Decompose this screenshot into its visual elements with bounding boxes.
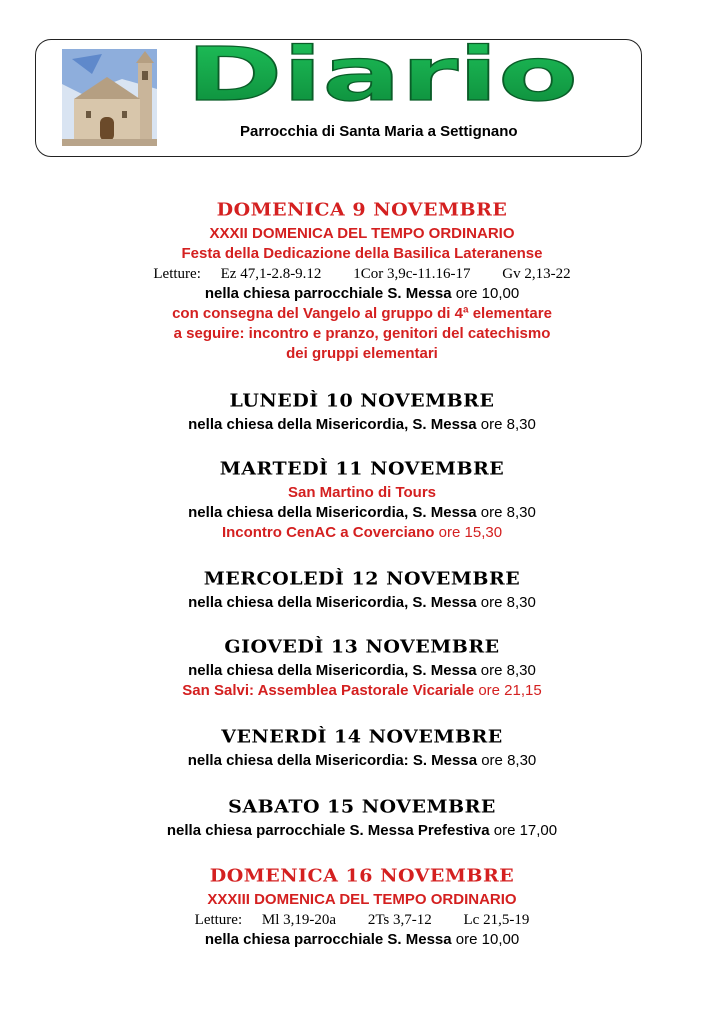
mass-time: ore 10,00: [455, 931, 520, 948]
section-friday-14: [0, 723, 724, 771]
mass-place: nella chiesa della Misericordia, S. Messa: [188, 594, 477, 611]
diario-title: [182, 38, 582, 108]
mass-time: ore 8,30: [480, 662, 536, 679]
mass-place: nella chiesa parrocchiale S. Messa Prefestiva: [166, 822, 490, 839]
mass-line: [0, 821, 724, 841]
mass-line: [0, 503, 724, 523]
section-sunday-16: [0, 862, 724, 950]
mass-time: ore 8,30: [480, 416, 536, 433]
schedule: [0, 196, 724, 950]
section-monday-10: [0, 387, 724, 435]
event-name: San Salvi: Assemblea Pastorale Vicariale: [182, 682, 475, 699]
day-heading: DOMENICA 16 NOVEMBRE: [209, 865, 515, 887]
mass-line: [0, 930, 724, 950]
svg-text:Diario: Diario: [186, 38, 578, 108]
reading-3: Gv 2,13-22: [502, 266, 571, 282]
church-illustration: [62, 49, 157, 146]
day-heading: LUNEDÌ 10 NOVEMBRE: [229, 390, 495, 412]
mass-place: nella chiesa parrocchiale S. Messa: [204, 285, 452, 302]
parish-name: Parrocchia di Santa Maria a Settignano: [240, 123, 518, 140]
section-tuesday-11: [0, 455, 724, 543]
event-line: [0, 681, 724, 701]
mass-line: [0, 284, 724, 304]
mass-time: ore 8,30: [480, 594, 536, 611]
liturgical-title: XXXIII DOMENICA DEL TEMPO ORDINARIO: [207, 891, 517, 908]
day-heading: DOMENICA 9 NOVEMBRE: [216, 199, 508, 221]
section-sunday-9: [0, 196, 724, 364]
mass-line: [0, 415, 724, 435]
note-line: dei gruppi elementari: [286, 345, 438, 362]
event-name: Incontro CenAC a Coverciano: [221, 524, 435, 541]
reading-1: Ml 3,19-20a: [261, 912, 337, 928]
day-heading: VENERDÌ 14 NOVEMBRE: [221, 726, 503, 748]
day-heading: SABATO 15 NOVEMBRE: [228, 796, 496, 818]
mass-place: nella chiesa parrocchiale S. Messa: [204, 931, 452, 948]
section-wednesday-12: [0, 565, 724, 613]
reading-2: 1Cor 3,9c-11.16-17: [353, 266, 471, 282]
section-saturday-15: [0, 793, 724, 841]
reading-3: Lc 21,5-19: [463, 912, 530, 928]
readings-label: Letture:: [153, 266, 201, 282]
saint-of-day: San Martino di Tours: [287, 484, 437, 501]
mass-time: ore 8,30: [481, 752, 537, 769]
day-heading: MARTEDÌ 11 NOVEMBRE: [219, 458, 505, 480]
note-line: a seguire: incontro e pranzo, genitori del catechismo: [173, 325, 551, 342]
day-heading: GIOVEDÌ 13 NOVEMBRE: [224, 636, 500, 658]
mass-time: ore 10,00: [455, 285, 520, 302]
mass-line: [0, 593, 724, 613]
mass-place: nella chiesa della Misericordia, S. Messa: [188, 504, 477, 521]
mass-place: nella chiesa della Misericordia, S. Messa: [188, 662, 477, 679]
feast-title: Festa della Dedicazione della Basilica Lateranense: [181, 245, 543, 262]
mass-time: ore 8,30: [480, 504, 536, 521]
event-line: [0, 523, 724, 543]
event-time: ore 21,15: [478, 682, 542, 699]
mass-place: nella chiesa della Misericordia: S. Messa: [187, 752, 478, 769]
mass-time: ore 17,00: [493, 822, 558, 839]
liturgical-title: XXXII DOMENICA DEL TEMPO ORDINARIO: [209, 225, 515, 242]
mass-line: [0, 661, 724, 681]
event-time: ore 15,30: [438, 524, 503, 541]
section-thursday-13: [0, 633, 724, 701]
day-heading: MERCOLEDÌ 12 NOVEMBRE: [203, 568, 521, 590]
readings: [0, 910, 724, 930]
note-line: con consegna del Vangelo al gruppo di 4ª elementare: [172, 305, 552, 322]
reading-2: 2Ts 3,7-12: [367, 912, 432, 928]
mass-place: nella chiesa della Misericordia, S. Messa: [188, 416, 477, 433]
mass-line: [0, 751, 724, 771]
readings: [0, 264, 724, 284]
reading-1: Ez 47,1-2.8-9.12: [220, 266, 322, 282]
readings-label: Letture:: [194, 912, 243, 928]
